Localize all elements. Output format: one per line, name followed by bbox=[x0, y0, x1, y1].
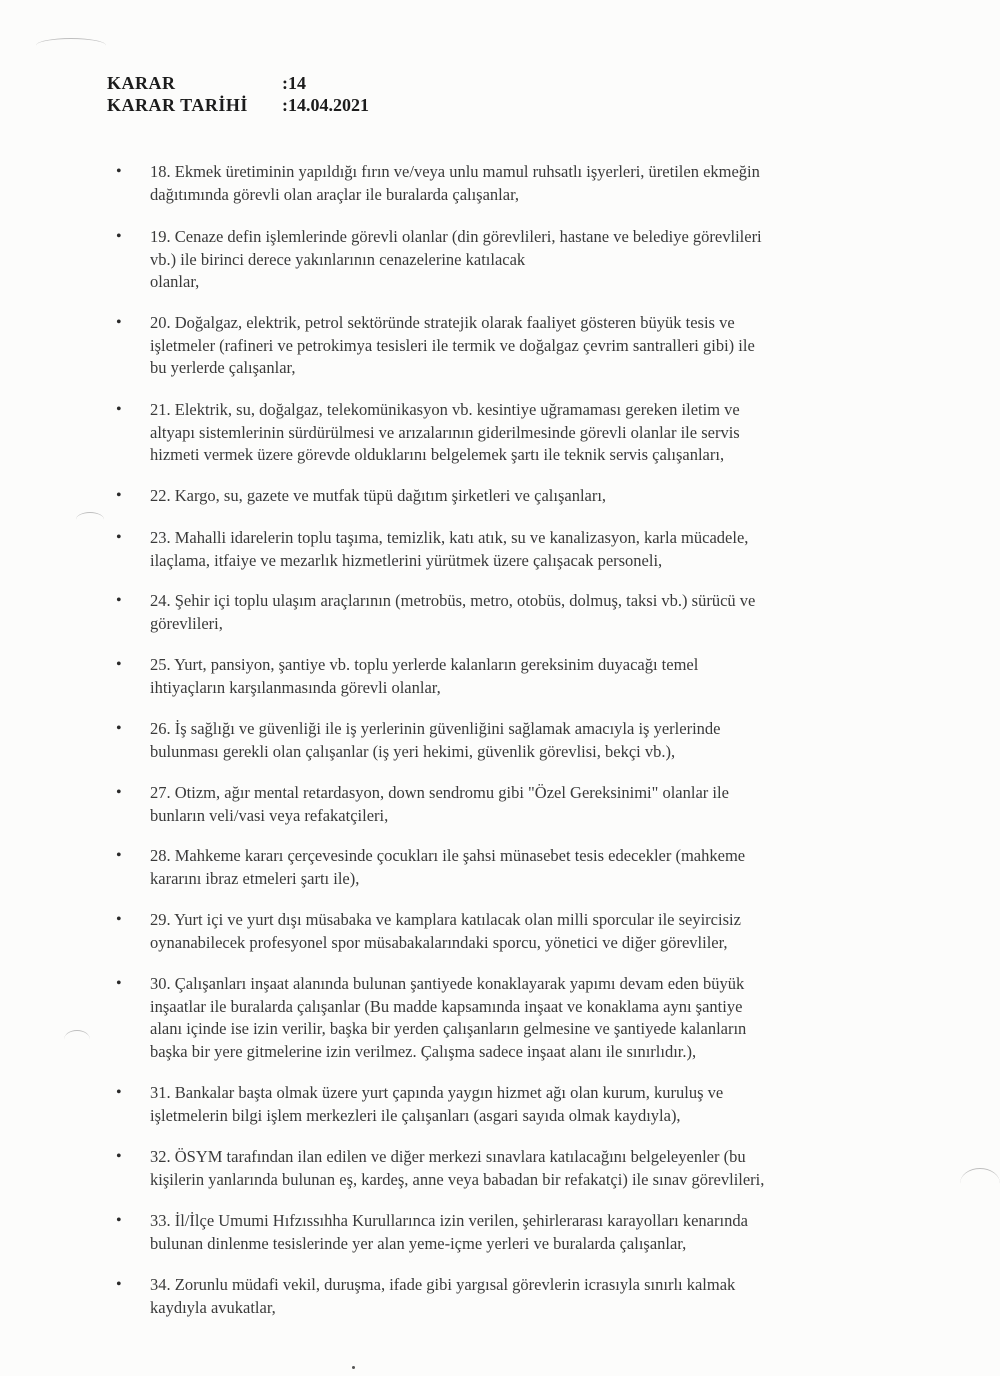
text-line: 34. Zorunlu müdafi vekil, duruşma, ifade gibi yargısal görevlerin icrasıyla sınırlı kalmak bbox=[150, 1275, 736, 1294]
text-line: 22. Kargo, su, gazete ve mutfak tüpü dağıtım şirketleri ve çalışanları, bbox=[150, 486, 607, 505]
list-item-34 bbox=[116, 1274, 876, 1319]
list-item-29 bbox=[116, 909, 876, 954]
list-item-text bbox=[150, 1146, 876, 1191]
list-item-text bbox=[150, 973, 876, 1063]
bullet-icon: • bbox=[116, 1276, 122, 1293]
list-item-31 bbox=[116, 1082, 876, 1127]
decision-header bbox=[107, 72, 369, 116]
bullet-icon: • bbox=[116, 314, 122, 331]
bullet-icon: • bbox=[116, 911, 122, 928]
text-line: 25. Yurt, pansiyon, şantiye vb. toplu yerlerde kalanların gereksinim duyacağı temel bbox=[150, 655, 699, 674]
list-item-26 bbox=[116, 718, 876, 763]
text-line: 23. Mahalli idarelerin toplu taşıma, temizlik, katı atık, su ve kanalizasyon, karla mücadele, bbox=[150, 528, 749, 547]
list-item-text bbox=[150, 718, 876, 763]
text-line: oynanabilecek profesyonel spor müsabakalarındaki sporcu, yönetici ve diğer görevliler, bbox=[150, 932, 728, 952]
text-line: 21. Elektrik, su, doğalgaz, telekomünikasyon vb. kesintiye uğramaması gereken iletim ve bbox=[150, 400, 740, 419]
text-line: 26. İş sağlığı ve güvenliği ile iş yerlerinin güvenliğini sağlamak amacıyla iş yerlerinde bbox=[150, 719, 721, 738]
text-line: 20. Doğalgaz, elektrik, petrol sektöründe stratejik olarak faaliyet gösteren büyük tesis ve bbox=[150, 313, 735, 332]
text-line: işletmelerin bilgi işlem merkezleri ile çalışanları (asgari sayıda olmak kaydıyla), bbox=[150, 1105, 681, 1125]
decision-date-value: :14.04.2021 bbox=[282, 95, 369, 115]
text-line: 28. Mahkeme kararı çerçevesinde çocukları ile şahsi münasebet tesis edecekler (mahkeme bbox=[150, 846, 746, 865]
text-line: 19. Cenaze defin işlemlerinde görevli olanlar (din görevlileri, hastane ve belediye görevlileri bbox=[150, 227, 762, 246]
text-line: 30. Çalışanları inşaat alanında bulunan şantiyede konaklayarak yapımı devam eden büyük bbox=[150, 974, 745, 993]
text-line: ihtiyaçların karşılanmasında görevli olanlar, bbox=[150, 677, 441, 697]
text-line: bu yerlerde çalışanlar, bbox=[150, 358, 296, 377]
list-item-text bbox=[150, 527, 876, 572]
list-item-text bbox=[150, 782, 876, 827]
list-item-20 bbox=[116, 312, 876, 380]
bullet-icon: • bbox=[116, 720, 122, 737]
text-line: kararını ibraz etmeleri şartı ile), bbox=[150, 868, 360, 888]
list-item-27 bbox=[116, 782, 876, 827]
list-item-23 bbox=[116, 527, 876, 572]
scan-artifact-right bbox=[960, 1168, 1000, 1199]
text-line: 24. Şehir içi toplu ulaşım araçlarının (metrobüs, metro, otobüs, dolmuş, taksi vb.) sürücü ve bbox=[150, 591, 756, 610]
text-line: hizmeti vermek üzere görevde olduklarını belgelemek şartı ile teknik servis çalışanları, bbox=[150, 445, 725, 464]
list-item-text bbox=[150, 399, 876, 467]
list-item-21 bbox=[116, 399, 876, 467]
bullet-icon: • bbox=[116, 1148, 122, 1165]
bullet-icon: • bbox=[116, 1212, 122, 1229]
scan-dot-bottom bbox=[352, 1366, 355, 1369]
text-line: vb.) ile birinci derece yakınlarının cenazelerine katılacak bbox=[150, 249, 526, 269]
list-item-text bbox=[150, 845, 876, 890]
bullet-icon: • bbox=[116, 529, 122, 546]
list-item-18 bbox=[116, 161, 876, 206]
text-line: 29. Yurt içi ve yurt dışı müsabaka ve kamplara katılacak olan milli sporcular ile seyircisiz bbox=[150, 910, 741, 929]
text-line: 27. Otizm, ağır mental retardasyon, down sendromu gibi "Özel Gereksinimi" olanlar ile bbox=[150, 783, 729, 802]
text-line: altyapı sistemlerinin sürdürülmesi ve arızalarının giderilmesinde görevli olanlar ile servis bbox=[150, 422, 740, 442]
list-item-30 bbox=[116, 973, 876, 1063]
text-line: bulunan dinlenme tesislerinde yer alan yeme-içme yerleri ve buralarda çalışanlar, bbox=[150, 1233, 687, 1253]
text-line: kişilerin yanlarında bulunan eş, kardeş, anne veya babadan bir refakatçi) ile sınav görevlileri, bbox=[150, 1169, 765, 1189]
bullet-icon: • bbox=[116, 592, 122, 609]
scan-artifact-top bbox=[36, 38, 106, 53]
text-line: inşaatlar ile buralarda çalışanlar (Bu madde kapsamında inşaat ve konaklama aynı şantiye bbox=[150, 996, 743, 1016]
list-item-19 bbox=[116, 226, 876, 294]
bullet-icon: • bbox=[116, 847, 122, 864]
list-item-28 bbox=[116, 845, 876, 890]
text-line: alanı içinde ise izin verilir, başka bir yerden çalışanların gelmesine ve şantiyede kalanların bbox=[150, 1019, 747, 1038]
bullet-icon: • bbox=[116, 975, 122, 992]
bullet-icon: • bbox=[116, 228, 122, 245]
text-line: 32. ÖSYM tarafından ilan edilen ve diğer merkezi sınavlara katılacağını belgeleyenler (bu bbox=[150, 1147, 746, 1166]
scan-artifact-left-2 bbox=[64, 1030, 90, 1049]
list-item-text bbox=[150, 654, 876, 699]
list-item-25 bbox=[116, 654, 876, 699]
list-item-33 bbox=[116, 1210, 876, 1255]
list-item-text bbox=[150, 1210, 876, 1255]
bullet-icon: • bbox=[116, 163, 122, 180]
list-item-text bbox=[150, 312, 876, 380]
bullet-icon: • bbox=[116, 487, 122, 504]
text-line: bunların veli/vasi veya refakatçileri, bbox=[150, 805, 389, 825]
decision-number-label: KARAR bbox=[107, 73, 176, 93]
decision-number-value: :14 bbox=[282, 73, 306, 93]
text-line: görevlileri, bbox=[150, 613, 223, 633]
text-line: ilaçlama, itfaiye ve mezarlık hizmetlerini yürütmek üzere çalışacak personeli, bbox=[150, 550, 663, 570]
text-line: dağıtımında görevli olan araçlar ile buralarda çalışanlar, bbox=[150, 184, 520, 204]
bullet-icon: • bbox=[116, 656, 122, 673]
bullet-icon: • bbox=[116, 401, 122, 418]
list-item-text bbox=[150, 485, 876, 508]
text-line: işletmeler (rafineri ve petrokimya tesisleri ile termik ve doğalgaz çevrim santralleri gibi) ile bbox=[150, 335, 755, 355]
list-item-text bbox=[150, 161, 876, 206]
list-item-22 bbox=[116, 485, 876, 508]
text-line: 18. Ekmek üretiminin yapıldığı fırın ve/veya unlu mamul ruhsatlı işyerleri, üretilen ekmeğin bbox=[150, 162, 760, 181]
decision-date-label: KARAR TARİHİ bbox=[107, 95, 248, 115]
list-item-32 bbox=[116, 1146, 876, 1191]
list-item-24 bbox=[116, 590, 876, 635]
list-item-text bbox=[150, 226, 876, 294]
list-item-text bbox=[150, 590, 876, 635]
list-item-text bbox=[150, 909, 876, 954]
text-line: başka bir yere gitmelerine izin verilmez. Çalışma sadece inşaat alanı ile sınırlıdır.), bbox=[150, 1041, 697, 1061]
list-item-text bbox=[150, 1082, 876, 1127]
decision-number-row bbox=[107, 72, 369, 94]
scan-artifact-left-1 bbox=[76, 512, 104, 527]
text-line: 31. Bankalar başta olmak üzere yurt çapında yaygın hizmet ağı olan kurum, kuruluş ve bbox=[150, 1083, 724, 1102]
decision-date-row bbox=[107, 94, 369, 116]
text-line: 33. İl/İlçe Umumi Hıfzıssıhha Kurullarınca izin verilen, şehirlerarası karayolları kenarında bbox=[150, 1211, 748, 1230]
bullet-icon: • bbox=[116, 784, 122, 801]
text-line: kaydıyla avukatlar, bbox=[150, 1297, 276, 1317]
text-line: olanlar, bbox=[150, 272, 200, 291]
bullet-icon: • bbox=[116, 1084, 122, 1101]
list-item-text bbox=[150, 1274, 876, 1319]
text-line: bulunması gerekli olan çalışanlar (iş yeri hekimi, güvenlik görevlisi, bekçi vb.), bbox=[150, 741, 676, 761]
